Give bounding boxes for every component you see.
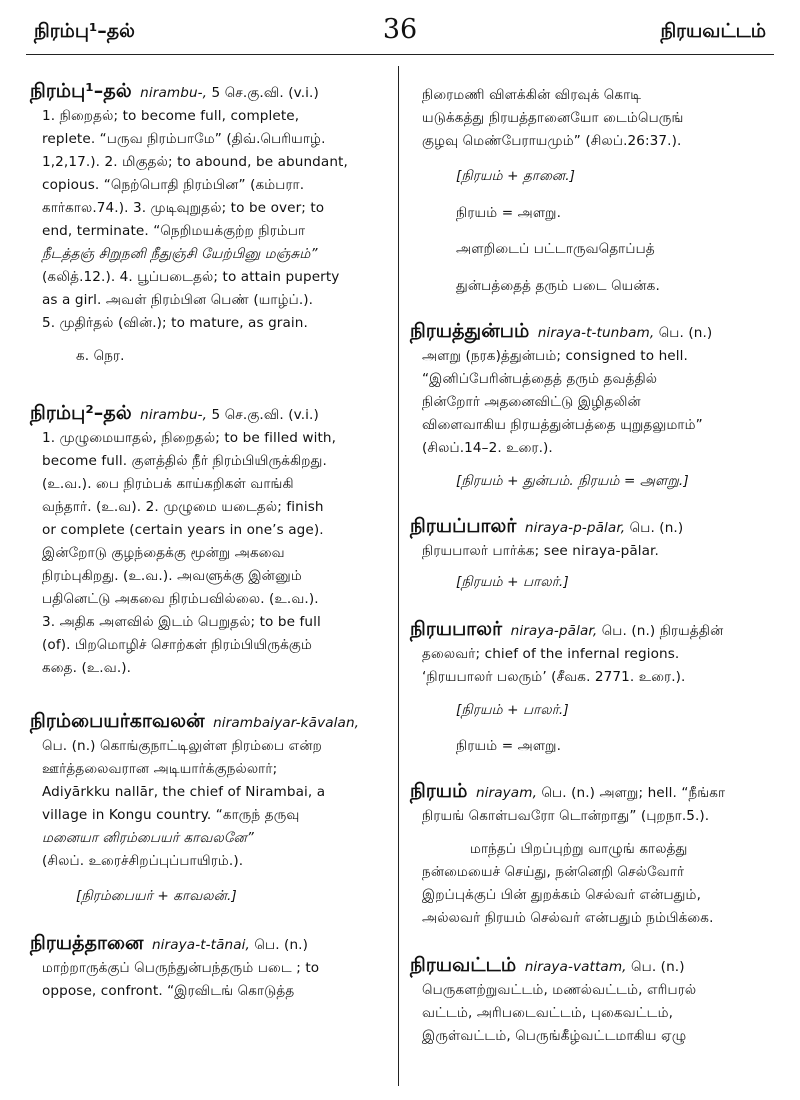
definition-line: வட்டம், அரிபடைவட்டம், புகைவட்டம், xyxy=(422,1005,674,1022)
left-column xyxy=(30,72,388,1003)
definition-line: end, terminate. “நெறிமயக்குற்ற நிரம்பா xyxy=(42,223,306,239)
entry-head-line xyxy=(30,710,388,735)
note-line: மாந்தப் பிறப்புற்று வாழுங் காலத்து xyxy=(470,841,688,858)
grammar-label: பெ. (n.) அளறு; hell. “நீங்கா xyxy=(541,785,726,802)
entry-nirayappalar xyxy=(410,515,772,594)
header-left-guideword: நிரம்பு¹–தல் xyxy=(34,20,135,42)
transliteration: niraya-t-tānai, xyxy=(151,937,250,953)
entry-head-line xyxy=(410,780,772,805)
definition-line: copious. “நெற்பொதி நிரம்பின” (கம்பரா. xyxy=(42,177,305,193)
definition-line: இருள்வட்டம், பெருங்கீழ்வட்டமாகிய ஏழு xyxy=(422,1028,687,1045)
note-line: நிரயம் = அளறு. xyxy=(456,738,562,755)
definition-line: “இனிப்பேரின்பத்தைத் தரும் தவத்தில் xyxy=(422,370,658,387)
transliteration: niraya-pālar, xyxy=(510,622,598,639)
entry-continuation xyxy=(410,84,772,298)
definition-line: கார்கால.74.). 3. முடிவுறுதல்; to be over; to xyxy=(42,200,325,216)
grammar-label: 5 செ.கு.வி. (v.i.) xyxy=(211,85,319,101)
etymology: [நிரம்பையர் + காவலன்.] xyxy=(76,888,237,904)
definition-line: (சிலப். உரைச்சிறப்புப்பாயிரம்.). xyxy=(42,853,244,869)
page-header xyxy=(0,0,800,70)
header-right-guideword: நிரயவட்டம் xyxy=(660,20,766,42)
grammar-label: 5 செ.கு.வி. (v.i.) xyxy=(211,407,319,423)
transliteration: nirambu-, xyxy=(140,85,208,101)
definition-line: replete. “பருவ நிரம்பாமே” (திவ்.பெரியாழ். xyxy=(42,131,326,147)
definition-line: or complete (certain years in one’s age). xyxy=(42,522,324,538)
definition-line: பதினெட்டு அகவை நிரம்பவில்லை. (உ.வ.). xyxy=(42,591,319,607)
entry-nirayavattam xyxy=(410,954,772,1048)
definition-line: ‘நிரயபாலர் பலரும்’ (சீவக. 2771. உரை.). xyxy=(422,668,686,685)
definition-line: 1. முழுமையாதல், நிறைதல்; to be filled with, xyxy=(42,430,337,446)
transliteration: niraya-p-pālar, xyxy=(524,519,626,536)
definition-line: நின்றோர் அதனைவிட்டு இழிதலின் xyxy=(422,393,641,410)
definition-line: become full. குளத்தில் நீர் நிரம்பியிருக்கிறது. xyxy=(42,453,327,469)
definition-line: as a girl. அவள் நிரம்பின பெண் (யாழ்ப்.). xyxy=(42,292,314,308)
entry-nirambaiyar-kavalan xyxy=(30,710,388,908)
definition-line: village in Kongu country. “காருந் தருவு xyxy=(42,807,300,823)
definition-line: மனையா னிரம்பையர் காவலனே” xyxy=(42,830,254,846)
definition-line: வந்தார். (உ.வ). 2. முழுமை யடைதல்; finish xyxy=(42,499,324,515)
page-number: 36 xyxy=(382,14,418,45)
grammar-label: பெ. (n.) நிரயத்தின் xyxy=(601,622,724,639)
definition-line: பெருகளற்றுவட்டம், மணல்வட்டம், எரிபரல் xyxy=(422,982,697,999)
headword: நிரயத்தானை xyxy=(30,932,144,954)
grammar-label: பெ. (n.) xyxy=(658,324,713,341)
note-line: அல்லவர் நிரயம் செல்வர் என்பதும் நம்பிக்கை. xyxy=(422,910,714,927)
grammar-label: பெ. (n.) xyxy=(254,937,308,953)
right-column xyxy=(410,72,772,1048)
definition-line: அளறு (நரக)த்துன்பம்; consigned to hell. xyxy=(422,347,688,364)
entry-nirayattanai xyxy=(30,932,388,1003)
transliteration: niraya-vattam, xyxy=(524,959,627,976)
note-line: நிரயம் = அளறு. xyxy=(456,204,562,221)
note-line: இறப்புக்குப் பின் துறக்கம் செல்வர் என்பதும், xyxy=(422,887,702,904)
grammar-label: பெ. (n.) xyxy=(629,519,684,536)
transliteration: nirambu-, xyxy=(140,407,208,423)
entry-head-line xyxy=(30,402,388,427)
entry-nirayapalar xyxy=(410,618,772,759)
definition-line: கதை. (உ.வ.). xyxy=(42,660,132,676)
etymology: [நிரயம் + பாலர்.] xyxy=(456,573,569,590)
entry-head-line xyxy=(30,932,388,957)
definition-line: நிரயபாலர் பார்க்க; see niraya-pālar. xyxy=(422,542,659,559)
note-line: அளறிடைப் பட்டாருவதொப்பத் xyxy=(456,241,655,258)
entry-head-line xyxy=(410,954,772,979)
headword: நிரயபாலர் xyxy=(410,617,503,640)
cognate-note: க. நெர. xyxy=(76,348,125,364)
definition-line: oppose, confront. “இரவிடங் கொடுத்த xyxy=(42,983,295,999)
note-line: துன்பத்தைத் தரும் படை யென்க. xyxy=(456,277,660,294)
headword: நிரம்பையர்காவலன் xyxy=(30,710,205,732)
definition-line: (கலித்.12.). 4. பூப்படைதல்; to attain puperty xyxy=(42,269,340,285)
definition-line: (of). பிறமொழிச் சொற்கள் நிரம்பியிருக்கும் xyxy=(42,637,313,653)
definition-line: 1,2,17.). 2. மிகுதல்; to abound, be abundant, xyxy=(42,154,348,170)
definition-line: ஊர்த்தலைவரான அடியார்க்குநல்லார்; xyxy=(42,761,278,777)
headword: நிரயம் xyxy=(410,780,468,803)
definition-line: நிரயங் கொள்பவரோ டொன்றாது” (புறநா.5.). xyxy=(422,808,710,825)
entry-head-line xyxy=(30,80,388,105)
transliteration: nirambaiyar-kāvalan, xyxy=(213,715,360,731)
definition-line: விளைவாகிய நிரயத்துன்பத்தை யுறுதலுமாம்” xyxy=(422,416,703,433)
transliteration: nirayam, xyxy=(475,785,538,802)
column-divider xyxy=(398,66,399,1086)
entry-head-line xyxy=(410,515,772,540)
definition-line: இன்றோடு குழந்தைக்கு மூன்று அகவை xyxy=(42,545,285,561)
definition-line: மாற்றாருக்குப் பெருந்துன்பந்தரும் படை ; to xyxy=(42,960,320,976)
note-line: நன்மையைச் செய்து, நன்னெறி செல்வோர் xyxy=(422,864,685,881)
headword: நிரம்பு²–தல் xyxy=(30,402,132,424)
headword: நிரயப்பாலர் xyxy=(410,514,517,537)
definition-line: தலைவர்; chief of the infernal regions. xyxy=(422,645,680,662)
headword: நிரயத்துன்பம் xyxy=(410,319,530,342)
definition-line: 1. நிறைதல்; to become full, complete, xyxy=(42,108,300,124)
definition-line: நிரம்புகிறது. (உ.வ.). அவளுக்கு இன்னும் xyxy=(42,568,302,584)
headword: நிரயவட்டம் xyxy=(410,954,517,977)
entry-head-line xyxy=(410,618,772,643)
quote-line: குழவு மெண்பேராயமும்” (சிலப்.26:37.). xyxy=(422,133,682,149)
etymology: [நிரயம் + பாலர்.] xyxy=(456,701,569,718)
definition-line: பெ. (n.) கொங்குநாட்டிலுள்ள நிரம்பை என்ற xyxy=(42,738,322,754)
entry-nirambu-2 xyxy=(30,402,388,680)
quote-line: யடுக்கத்து நிரயத்தானையோ டைம்பெருங் xyxy=(422,110,684,126)
definition-line: (உ.வ.). பை நிரம்பக் காய்கறிகள் வாங்கி xyxy=(42,476,294,492)
definition-line: 3. அதிக அளவில் இடம் பெறுதல்; to be full xyxy=(42,614,321,630)
entry-nirayattunbam xyxy=(410,320,772,493)
entry-nirayam xyxy=(410,780,772,930)
transliteration: niraya-t-tunbam, xyxy=(537,324,655,341)
etymology: [நிரயம் + துன்பம். நிரயம் = அளறு.] xyxy=(456,472,689,489)
entry-nirambu-1 xyxy=(30,80,388,368)
header-rule xyxy=(26,54,774,55)
definition-line: Adiyārkku nallār, the chief of Nirambai, a xyxy=(42,784,326,800)
headword: நிரம்பு¹–தல் xyxy=(30,80,132,102)
grammar-label: பெ. (n.) xyxy=(631,959,685,976)
etymology: [நிரயம் + தானை.] xyxy=(456,168,576,184)
definition-line: நீடத்தஞ் சிறுநனி நீதுஞ்சி யேற்பினு மஞ்சும்” xyxy=(42,246,318,262)
quote-line: நிரைமணி விளக்கின் விரவுக் கொடி xyxy=(422,87,642,103)
definition-line: (சிலப்.14–2. உரை.). xyxy=(422,439,553,456)
entry-head-line xyxy=(410,320,772,345)
definition-line: 5. முதிர்தல் (வின்.); to mature, as grain. xyxy=(42,315,308,331)
